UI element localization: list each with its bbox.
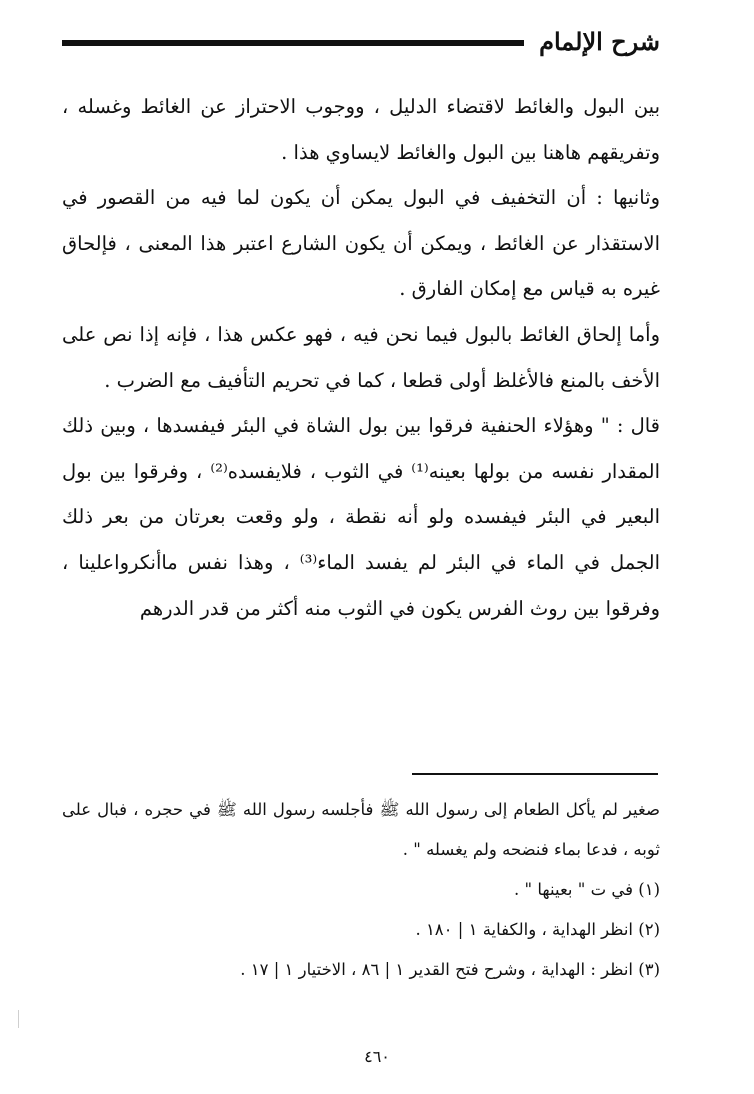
main-text xyxy=(62,84,660,631)
paragraph-4: قال : " وهؤلاء الحنفية فرقوا بين بول الشاة في البئر فيفسدها ، وبين ذلك المقدار نفسه من بولها بعينه⁽¹⁾ في الثوب ، فلايفسده⁽²⁾ ، وفرقوا بين بول البعير في البئر فيفسده ولو أنه نقطة ، ولو وقعت بعرتان من بعر ذلك الجمل في الماء في البئر لم يفسد الماء⁽³⁾ ، وهذا نفس ماأنكرواعلينا ، وفرقوا بين روث الفرس يكون في الثوب منه أكثر من قدر الدرهم xyxy=(62,414,661,620)
footnote-3: (٣) انظر : الهداية ، وشرح فتح القدير ١ | ٨٦ ، الاختيار ١ | ١٧ . xyxy=(240,960,660,979)
margin-mark xyxy=(18,1010,19,1028)
footnote-2: (٢) انظر الهداية ، والكفاية ١ | ١٨٠ . xyxy=(415,920,660,939)
footnotes xyxy=(62,790,660,990)
paragraph-3: وأما إلحاق الغائط بالبول فيما نحن فيه ، فهو عكس هذا ، فإنه إذا نص على الأخف بالمنع فالأغلظ أولى قطعا ، كما في تحريم التأفيف مع الضرب . xyxy=(62,322,660,392)
header-title: شرح الإلمام xyxy=(539,27,660,56)
paragraph-1: بين البول والغائط لاقتضاء الدليل ، ووجوب الاحتراز عن الغائط وغسله ، وتفريقهم هاهنا بين البول والغائط لايساوي هذا . xyxy=(62,95,660,164)
footnote-1: (١) في ت " بعينها " . xyxy=(514,880,660,899)
running-header xyxy=(62,22,660,66)
header-rule xyxy=(62,40,524,46)
footnote-separator xyxy=(412,773,658,775)
paragraph-2: وثانيها : أن التخفيف في البول يمكن أن يكون لما فيه من القصور في الاستقذار عن الغائط ، ويمكن أن يكون الشارع اعتبر هذا المعنى ، فإلحاق غيره به قياس مع إمكان الفارق . xyxy=(62,186,660,301)
page-number: ٤٦٠ xyxy=(364,1047,390,1066)
footnote-continuation: صغير لم يأكل الطعام إلى رسول الله ﷺ فأجلسه رسول الله ﷺ في حجره ، فبال على ثوبه ، فدعا بماء فنضحه ولم يغسله " . xyxy=(62,800,660,859)
